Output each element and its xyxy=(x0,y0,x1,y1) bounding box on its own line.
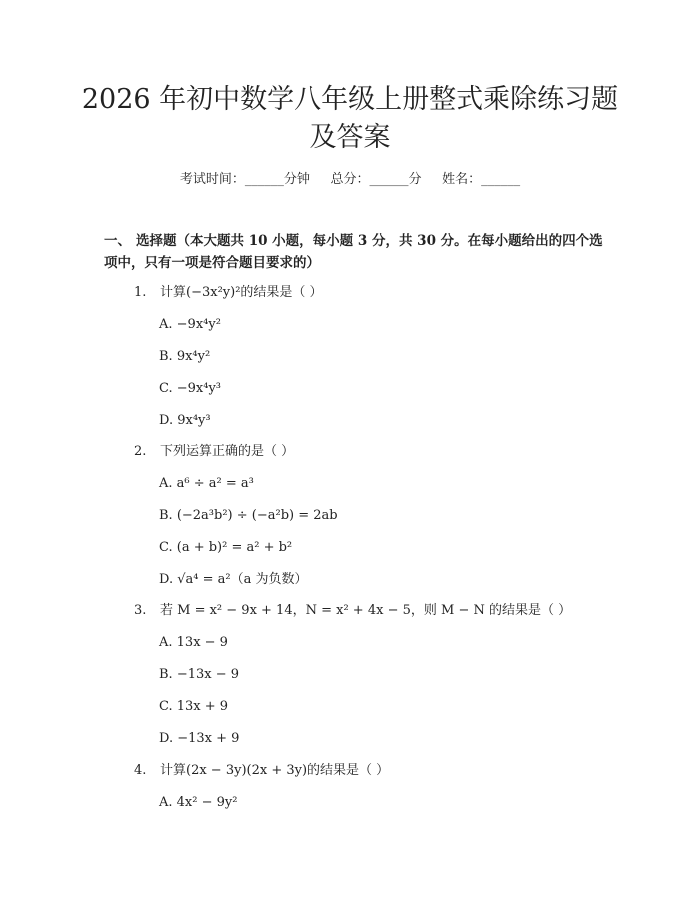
question-3-option-b: B. −13x − 9 xyxy=(159,667,240,682)
question-1-option-d: D. 9x⁴y³ xyxy=(159,413,211,428)
question-text: 计算(2x − 3y)(2x + 3y)的结果是（ ） xyxy=(160,763,390,778)
section-line-1: 选择题（本大题共 10 小题，每小题 3 分，共 30 分。在每小题给出的四个选 xyxy=(136,233,603,249)
question-3-option-d: D. −13x + 9 xyxy=(159,731,240,746)
section-heading-continued xyxy=(104,252,604,274)
question-number: 1. xyxy=(134,285,147,300)
question-4-option-a: A. 4x² − 9y² xyxy=(159,795,238,810)
question-text: 计算(−3x²y)²的结果是（ ） xyxy=(160,285,323,300)
question-text: 下列运算正确的是（ ） xyxy=(160,444,295,459)
question-4 xyxy=(134,761,389,781)
question-3-option-a: A. 13x − 9 xyxy=(159,635,228,650)
question-number: 3. xyxy=(134,603,147,618)
exam-info: 考试时间：______分钟 总分：______分 姓名：______ xyxy=(179,172,521,187)
question-2 xyxy=(134,442,294,462)
question-2-option-c: C. (a + b)² = a² + b² xyxy=(159,540,293,555)
page-title-line-2: 及答案 xyxy=(309,122,391,153)
question-1-option-c: C. −9x⁴y³ xyxy=(159,381,222,396)
question-number: 4. xyxy=(134,763,147,778)
page-title-line-1: 2026 年初中数学八年级上册整式乘除练习题 xyxy=(81,84,619,115)
question-1-option-b: B. 9x⁴y² xyxy=(159,349,211,364)
question-number: 2. xyxy=(134,444,147,459)
question-2-option-d: D. √a⁴ = a²（a 为负数） xyxy=(159,572,308,587)
question-3 xyxy=(134,601,571,621)
section-heading xyxy=(104,230,604,252)
question-1 xyxy=(134,283,323,303)
question-1-option-a: A. −9x⁴y² xyxy=(159,317,221,332)
question-2-option-b: B. (−2a³b²) ÷ (−a²b) = 2ab xyxy=(159,508,338,523)
question-2-option-a: A. a⁶ ÷ a² = a³ xyxy=(159,476,254,491)
section-number: 一、 xyxy=(104,233,131,249)
question-3-option-c: C. 13x + 9 xyxy=(159,699,229,714)
question-text: 若 M = x² − 9x + 14，N = x² + 4x − 5，则 M − N 的结果是（ ） xyxy=(160,603,572,618)
section-line-2: 项中，只有一项是符合题目要求的） xyxy=(104,255,320,271)
